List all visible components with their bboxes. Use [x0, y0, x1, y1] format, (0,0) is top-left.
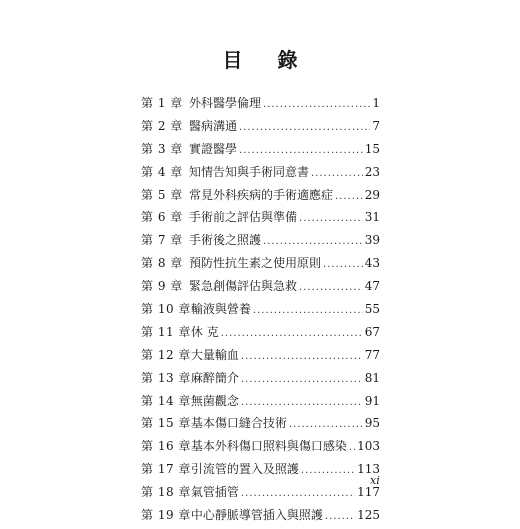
dot-leader [325, 506, 355, 529]
toc-entry-3[interactable] [141, 138, 380, 161]
toc-entry-7[interactable] [141, 229, 380, 252]
chapter-number: 第 1 章 [141, 96, 183, 110]
toc-entry-18[interactable] [141, 481, 380, 504]
page-number: 31 [364, 210, 380, 225]
toc-entry-1[interactable] [141, 92, 380, 115]
chapter-title: 基本外科傷口照料與傷口感染 [190, 439, 347, 454]
toc-entry-13[interactable] [141, 367, 380, 390]
toc-entry-14[interactable] [141, 390, 380, 413]
chapter-number: 第 2 章 [141, 118, 183, 133]
page-number: 67 [364, 324, 380, 339]
toc-entry-11[interactable] [141, 321, 380, 344]
chapter-number: 第 5 章 [141, 187, 183, 202]
dot-leader [299, 277, 363, 300]
chapter-number: 第 18 章 [141, 485, 191, 500]
chapter-number: 第 4 章 [141, 164, 183, 179]
folio-page-number: xi [370, 474, 380, 487]
chapter-title: 輸液與營養 [190, 302, 251, 317]
chapter-title: 引流管的置入及照護 [190, 462, 299, 477]
dot-leader [239, 140, 363, 163]
page-number: 55 [364, 302, 380, 317]
toc-entry-2[interactable] [141, 115, 380, 138]
chapter-number: 第 11 章 [141, 324, 191, 339]
dot-leader [289, 414, 363, 437]
page-number: 1 [372, 96, 380, 110]
chapter-number: 第 19 章 [141, 508, 191, 523]
page-number: 29 [364, 187, 380, 202]
dot-leader [263, 94, 370, 117]
chapter-number: 第 7 章 [141, 233, 183, 248]
chapter-title: 無菌觀念 [190, 393, 239, 408]
page-number: 81 [364, 370, 380, 385]
toc-entry-6[interactable] [141, 206, 380, 229]
page-number: 95 [364, 416, 380, 431]
chapter-title: 知情告知與手術同意書 [189, 164, 310, 179]
page-number: 23 [364, 164, 380, 179]
page-number: 117 [357, 485, 380, 500]
chapter-number: 第 12 章 [141, 347, 191, 362]
chapter-number: 第 9 章 [141, 279, 183, 294]
toc-entry-19[interactable] [141, 504, 380, 527]
page-number: 43 [364, 256, 380, 271]
dot-leader [241, 392, 363, 415]
chapter-title: 手術前之評估與準備 [189, 210, 298, 225]
dot-leader [349, 437, 355, 460]
chapter-title: 實證醫學 [189, 141, 238, 156]
chapter-number: 第 13 章 [141, 370, 191, 385]
page-number: 91 [364, 393, 380, 408]
dot-leader [263, 231, 363, 254]
chapter-title: 休 克 [190, 324, 219, 339]
page-number: 7 [372, 118, 380, 133]
chapter-title: 常見外科疾病的手術適應症 [189, 187, 334, 202]
chapter-title: 手術後之照護 [189, 233, 262, 248]
chapter-number: 第 17 章 [141, 462, 191, 477]
page-number: 15 [364, 141, 380, 156]
page-number: 39 [364, 233, 380, 248]
chapter-number: 第 8 章 [141, 256, 183, 271]
toc-entry-8[interactable] [141, 252, 380, 275]
chapter-number: 第 10 章 [141, 302, 191, 317]
page-number: 47 [364, 279, 380, 294]
chapter-title: 大量輸血 [190, 347, 239, 362]
page-number: 77 [364, 347, 380, 362]
toc-entry-16[interactable] [141, 435, 380, 458]
toc-entry-12[interactable] [141, 344, 380, 367]
dot-leader [335, 186, 363, 209]
toc-entry-9[interactable] [141, 275, 380, 298]
dot-leader [221, 323, 363, 346]
page-title: 目 錄 [222, 48, 312, 72]
chapter-title: 氣管插管 [190, 485, 239, 500]
chapter-number: 第 3 章 [141, 141, 183, 156]
page-number: 113 [357, 462, 380, 477]
chapter-title: 緊急創傷評估與急救 [189, 279, 298, 294]
dot-leader [239, 117, 370, 140]
chapter-number: 第 6 章 [141, 210, 183, 225]
toc-entry-5[interactable] [141, 184, 380, 207]
chapter-title: 預防性抗生素之使用原則 [189, 256, 322, 271]
dot-leader [311, 163, 363, 186]
chapter-title: 外科醫學倫理 [189, 96, 262, 110]
dot-leader [253, 300, 363, 323]
chapter-number: 第 16 章 [141, 439, 191, 454]
dot-leader [299, 208, 363, 231]
page-number: 103 [357, 439, 380, 454]
dot-leader [241, 369, 363, 392]
chapter-number: 第 15 章 [141, 416, 191, 431]
dot-leader [241, 483, 355, 506]
dot-leader [323, 254, 363, 277]
toc-entry-4[interactable] [141, 161, 380, 184]
chapter-title: 麻醉簡介 [190, 370, 239, 385]
toc-entry-15[interactable] [141, 412, 380, 435]
toc-entry-17[interactable] [141, 458, 380, 481]
chapter-number: 第 14 章 [141, 393, 191, 408]
dot-leader [301, 460, 355, 483]
table-of-contents [141, 92, 380, 527]
toc-entry-10[interactable] [141, 298, 380, 321]
chapter-title: 醫病溝通 [189, 118, 238, 133]
page-number: 125 [357, 508, 380, 523]
chapter-title: 中心靜脈導管插入與照護 [190, 508, 323, 523]
dot-leader [241, 346, 363, 369]
chapter-title: 基本傷口縫合技術 [190, 416, 287, 431]
